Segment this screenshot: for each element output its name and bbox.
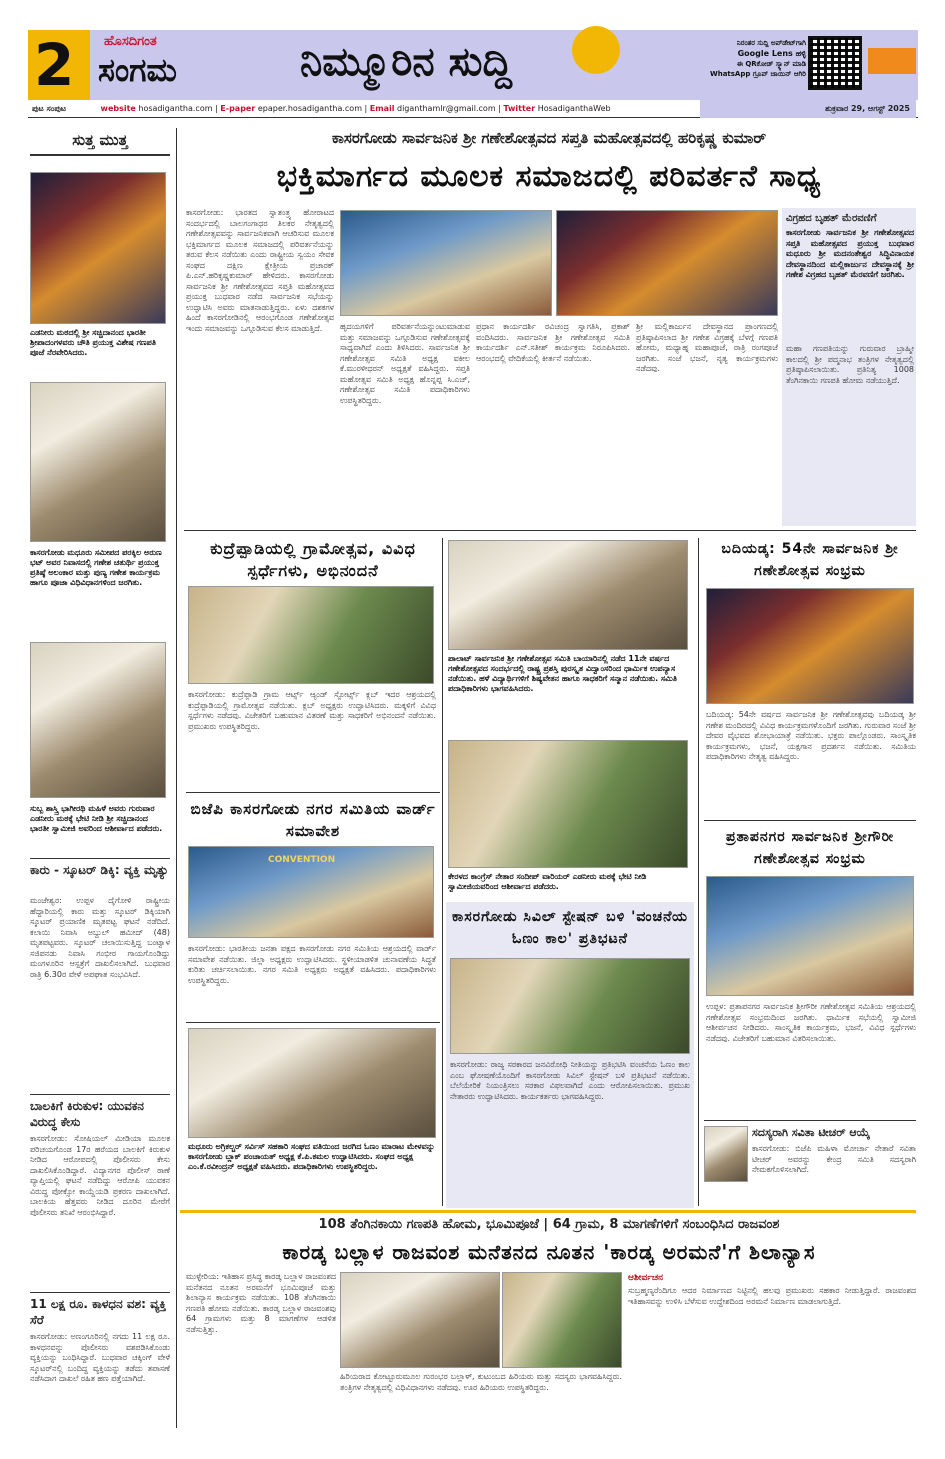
sun-decoration — [572, 26, 620, 74]
bottom-photo-people — [502, 1272, 622, 1368]
civil-photo — [450, 958, 690, 1054]
obit-photo — [704, 1126, 748, 1182]
website-label: website — [100, 104, 136, 113]
lead-body-d: ಶ್ರೀ ಮಲ್ಲಿಕಾರ್ಜುನ ದೇವಸ್ಥಾನದ ಪ್ರಾಂಗಣದಲ್ಲಿ ಪ್ರತಿಷ್ಠಾಪಿಸಲಾದ ಶ್ರೀ ಗಣೇಶ ವಿಗ್ರಹಕ್ಕೆ ಬೆಳಗ್ಗೆ ಗಣಪತಿ ಹೋಮ, ಮಧ್ಯಾಹ್ನ ಮಹಾಪೂಜೆ, ರಾತ್ರಿ ರಂಗಪೂಜೆ ಜರಗಿತು. ಸಂಜೆ ಭಜನೆ, ನೃತ್ಯ ಕಾರ್ಯಕ್ರಮಗಳು ನಡೆದವು. — [636, 322, 778, 373]
badiyadka-body: ಬದಿಯಡ್ಕ: 54ನೇ ವರ್ಷದ ಸಾರ್ವಜನಿಕ ಶ್ರೀ ಗಣೇಶೋತ್ಸವವು ಬದಿಯಡ್ಕ ಶ್ರೀ ಗಣೇಶ ಮಂದಿರದಲ್ಲಿ ವಿವಿಧ ಕಾರ್ಯಕ್ರಮಗಳೊಂದಿಗೆ ಜರಗಿತು. ಗುರುವಾರ ಸಂಜೆ ಶ್ರೀ ದೇವರ ವೈಭವದ ಶೋಭಾಯಾತ್ರೆ ನಡೆಯಿತು. ಭಕ್ತರು ಪಾಲ್ಗೊಂಡರು. ಸಾಂಸ್ಕೃತಿಕ ಕಾರ್ಯಕ್ರಮಗಳು, ಭಜನೆ, ಯಕ್ಷಗಾನ ಪ್ರದರ್ಶನ ನಡೆಯಿತು. ಸಮಿತಿಯ ಪದಾಧಿಕಾರಿಗಳು ನೇತೃತ್ವ ವಹಿಸಿದ್ದರು. — [706, 710, 916, 761]
student-caption: ಪಾಲಾಟ್ ಸಾರ್ವಜನಿಕ ಶ್ರೀ ಗಣೇಶೋತ್ಸವ ಸಮಿತಿ ಬಾಯಾರಿನಲ್ಲಿ ನಡೆದ 11ನೇ ವರ್ಷದ ಗಣೇಶೋತ್ಸವದ ಸಂದರ್ಭದಲ್ಲಿ ರಾಷ್ಟ್ರ ಪ್ರಶಸ್ತಿ ಪುರಸ್ಕೃತ ವಿದ್ವಾಂಸರಿಂದ ಧಾರ್ಮಿಕ ಉಪನ್ಯಾಸ ನಡೆಯಿತು. ಹಳೆ ವಿದ್ಯಾರ್ಥಿಗಳಿಗೆ ಶಿಷ್ಯವೇತನ ಹಾಗೂ ಸಾಧಕರಿಗೆ ಸನ್ಮಾನ ನಡೆಯಿತು. ಸಮಿತಿ ಪದಾಧಿಕಾರಿಗಳು ಭಾಗವಹಿಸಿದರು. — [448, 654, 678, 693]
divider — [30, 1292, 170, 1293]
lead-body-b: ಹೃದಯಗಳಿಗೆ ಪರಿವರ್ತನೆಯನ್ನುಂಟುಮಾಡುವ ಮತ್ತು ಸಮಾಜವನ್ನು ಒಗ್ಗೂಡಿಸುವ ಗಣೇಶೋತ್ಸವಕ್ಕೆ ಸಾಧ್ಯವಾಗಿದೆ ಎಂದು ತಿಳಿಸಿದರು. ಸಾರ್ವಜನಿಕ ಶ್ರೀ ಗಣೇಶೋತ್ಸವ ಸಮಿತಿ ಅಧ್ಯಕ್ಷ ವಕೀಲ ಕೆ.ಮುರಳೀಧರನ್ ಅಧ್ಯಕ್ಷತೆ ವಹಿಸಿದ್ದರು. ಸಪ್ತತಿ ಮಹೋತ್ಸವ ಸಮಿತಿ ಅಧ್ಯಕ್ಷ ಹೊನ್ನಪ್ಪ ಸಿ.ಎಚ್, ಗಣೇಶೋತ್ಸವ ಸಮಿತಿ ಪದಾಧಿಕಾರಿಗಳು ಉಪಸ್ಥಿತರಿದ್ದರು. — [340, 322, 470, 405]
fair-caption: ಮಧೂರು ಅಗ್ರಿಕಲ್ಚರ್ ಸರ್ವಿಸ್ ಸಹಕಾರಿ ಸಂಘದ ವತಿಯಿಂದ ಜರಗಿದ ಓಣಂ ಮಾರಾಟ ಮೇಳವನ್ನು ಕಾಸರಗೋಡು ಬ್ಲಾಕ್ ಪಂಚಾಯತ್ ಅಧ್ಯಕ್ಷ ಕೆ.ಪಿ.ಕಮಲ ಉದ್ಘಾಟಿಸಿದರು. ಸಂಘದ ಅಧ್ಯಕ್ಷ ಎಂ.ಕೆ.ರವೀಂದ್ರನ್ ಅಧ್ಯಕ್ಷತೆ ವಹಿಸಿದರು. ಪದಾಧಿಕಾರಿಗಳು ಉಪಸ್ಥಿತರಿದ್ದರು. — [188, 1142, 435, 1171]
kudre-photo — [188, 586, 434, 684]
epaper-label: E-paper — [220, 104, 256, 113]
promo-line: Google Lens ಹಳ್ಳಿ — [737, 49, 806, 58]
lead-sidebar-title: ವಿಗ್ರಹದ ಬೃಹತ್ ಮೆರವಣಿಗೆ — [786, 213, 877, 224]
bottom-subhead: ಆಶೀರ್ವಚನ — [628, 1273, 664, 1283]
left-column-title: ಸುತ್ತ ಮುತ್ತ — [72, 131, 128, 149]
bjp-body: ಕಾಸರಗೋಡು: ಭಾರತೀಯ ಜನತಾ ಪಕ್ಷದ ಕಾಸರಗೋಡು ನಗರ ಸಮಿತಿಯ ಆಶ್ರಯದಲ್ಲಿ ವಾರ್ಡ್ ಸಮಾವೇಶ ನಡೆಯಿತು. ಜಿಲ್ಲಾ ಅಧ್ಯಕ್ಷರು ಉದ್ಘಾಟಿಸಿದರು. ಸ್ಥಳೀಯಾಡಳಿತ ಚುನಾವಣೆಯ ಸಿದ್ಧತೆ ಕುರಿತು ಚರ್ಚಿಸಲಾಯಿತು. ನಗರ ಸಮಿತಿ ಅಧ್ಯಕ್ಷರು ಅಧ್ಯಕ್ಷತೆ ವಹಿಸಿದರು. ಪದಾಧಿಕಾರಿಗಳು ಉಪಸ್ಥಿತರಿದ್ದರು. — [188, 944, 436, 985]
divider — [186, 792, 440, 793]
leader-caption: ಕೇರಳದ ಕಾಂಗ್ರೆಸ್ ನೇತಾರ ಸಂದೀಪ್ ವಾರಿಯರ್ ಎಡನೀರು ಮಠಕ್ಕೆ ಭೇಟಿ ನೀಡಿ ಸ್ವಾಮೀಜಿಯವರಿಂದ ಆಶೀರ್ವಾದ ಪಡೆದರು. — [448, 872, 647, 891]
obit-body: ಕಾಸರಗೋಡು: ಬಿಜೆಪಿ ಮಹಿಳಾ ಮೋರ್ಚಾ ನೇತಾರೆ ಸವಿತಾ ಟೀಚರ್ ಅವರನ್ನು ಕೇಂದ್ರ ಸಮಿತಿ ಸದಸ್ಯರಾಗಿ ನೇಮಕಗೊಳಿಸಲಾಗಿದೆ. — [752, 1144, 916, 1174]
divider — [184, 530, 916, 531]
lead-headline: ಭಕ್ತಿಮಾರ್ಗದ ಮೂಲಕ ಸಮಾಜದಲ್ಲಿ ಪರಿವರ್ತನೆ ಸಾಧ್ಯ — [276, 159, 822, 194]
brief-3-text: ಕಾಸರಗೋಡು: ಅಣಂಗೂರಿನಲ್ಲಿ ನಗದು 11 ಲಕ್ಷ ರೂ. ಕಾಳಧನವನ್ನು ಪೊಲೀಸರು ವಶಪಡಿಸಿಕೊಂಡು ವ್ಯಕ್ತಿಯನ್ನು ಬಂಧಿಸಿದ್ದಾರೆ. ಬುಧವಾರ ಚಕ್ಕಿಂಗ್ ವೇಳೆ ಸ್ಕೂಟರ್‌ನಲ್ಲಿ ಬಂದಿದ್ದ ವ್ಯಕ್ತಿಯನ್ನು ತಡೆದು ತಪಾಸಣೆ ನಡೆಸಿದಾಗ ದಾಖಲೆ ರಹಿತ ಹಣ ಪತ್ತೆಯಾಗಿದೆ. — [30, 1332, 170, 1383]
bottom-body-c: ಸುಬ್ರಹ್ಮಣ್ಯರೆಂದಿಗೂ ಆದರ ನಿರ್ಮಾಣದ ನಿಟ್ಟಿನಲ್ಲಿ ಹಲವು ಪ್ರಮುಖರು ಸಹಕಾರ ನೀಡುತ್ತಿದ್ದಾರೆ. ರಾಜವಂಶದ ಇತಿಹಾಸವನ್ನು ಉಳಿಸಿ ಬೆಳೆಸುವ ಉದ್ದೇಶದಿಂದ ಅರಮನೆ ನಿರ್ಮಾಣ ಮಾಡಲಾಗುತ್ತಿದೆ. — [628, 1286, 916, 1306]
brief-2-text: ಕಾಸರಗೋಡು: ಸೋಷಿಯಲ್ ಮೀಡಿಯಾ ಮೂಲಕ ಪರಿಚಯಗೊಂಡ 17ರ ಹರೆಯದ ಬಾಲಕಿಗೆ ಕಿರುಕುಳ ನೀಡಿದ ಆರೋಪದಲ್ಲಿ ಪೊಲೀಸರು ಕೇಸು ದಾಖಲಿಸಿಕೊಂಡಿದ್ದಾರೆ. ವಿದ್ಯಾನಗರ ಪೊಲೀಸ್ ಠಾಣೆ ವ್ಯಾಪ್ತಿಯಲ್ಲಿ ಘಟನೆ ನಡೆದಿದ್ದು ಆರೋಪಿ ಯುವಕನ ವಿರುದ್ಧ ಪೋಕ್ಸೋ ಕಾಯ್ದೆಯಡಿ ಪ್ರಕರಣ ದಾಖಲಾಗಿದೆ. ಬಾಲಕಿಯ ಹೆತ್ತವರು ನೀಡಿದ ದೂರಿನ ಮೇರೆಗೆ ಪೊಲೀಸರು ತನಿಖೆ ಆರಂಭಿಸಿದ್ದಾರೆ. — [30, 1134, 170, 1217]
lead-sidebar-text-2: ಮಹಾ ಗಣಪತಿಯನ್ನು ಗುರುವಾರ ಬ್ರಾಹ್ಮೀ ಕಾಲದಲ್ಲಿ ಶ್ರೀ ಪದ್ಮನಾಭ ತಂತ್ರಿಗಳ ನೇತೃತ್ವದಲ್ಲಿ ಪ್ರತಿಷ್ಠಾಪಿಸಲಾಯಿತು. ಪ್ರತಿನಿತ್ಯ 1008 ತೆಂಗಿನಕಾಯಿ ಗಣಪತಿ ಹೋಮ ನಡೆಯುತ್ತಿದೆ. — [786, 344, 914, 385]
bottom-body-a: ಮುಳ್ಳೇರಿಯ: ಇತಿಹಾಸ ಪ್ರಸಿದ್ಧ ಕಾರಡ್ಕ ಬಲ್ಲಾಳ ರಾಜವಂಶದ ಮನೆತನದ ನೂತನ ಅರಮನೆಗೆ ಭೂಮಿಪೂಜೆ ಮತ್ತು ಶಿಲಾನ್ಯಾಸ ಕಾರ್ಯಕ್ರಮ ನಡೆಯಿತು. 108 ತೆಂಗಿನಕಾಯಿ ಗಣಪತಿ ಹೋಮ ನಡೆಯಿತು. ಕಾರಡ್ಕ ಬಲ್ಲಾಳ ರಾಜವಂಶವು 64 ಗ್ರಾಮಗಳು ಮತ್ತು 8 ಮಾಗಣೆಗಳ ಆಡಳಿತ ನಡೆಸುತ್ತಿತ್ತು. — [186, 1272, 336, 1334]
pratapnagar-headline: ಪ್ರತಾಪನಗರ ಸಾರ್ವಜನಿಕ ಶ್ರೀಗೌರೀ ಗಣೇಶೋತ್ಸವ ಸಂಭ್ರಮ — [725, 829, 895, 867]
lead-sidebar-text: ಕಾಸರಗೋಡು ಸಾರ್ವಜನಿಕ ಶ್ರೀ ಗಣೇಶೋತ್ಸವದ ಸಪ್ತತಿ ಮಹೋತ್ಸವದ ಪ್ರಯುಕ್ತ ಬುಧವಾರ ಮಧೂರು ಶ್ರೀ ಮದನಂತೇಶ್ವರ ಸಿದ್ಧಿವಿನಾಯಕ ದೇವಸ್ಥಾನದಿಂದ ಮಲ್ಲಿಕಾರ್ಜುನ ದೇವಸ್ಥಾನಕ್ಕೆ ಶ್ರೀ ಗಣೇಶ ವಿಗ್ರಹದ ಬೃಹತ್ ಮೆರವಣಿಗೆ ಜರಗಿತು. — [786, 228, 914, 279]
city-label: ಪುಟ ಸಂಪುಟ — [32, 104, 67, 113]
pratapnagar-body: ಉಪ್ಪಳ: ಪ್ರತಾಪನಗರ ಸಾರ್ವಜನಿಕ ಶ್ರೀಗೌರೀ ಗಣೇಶೋತ್ಸವ ಸಮಿತಿಯ ಆಶ್ರಯದಲ್ಲಿ ಗಣೇಶೋತ್ಸವ ಸಂಭ್ರಮದಿಂದ ಜರಗಿತು. ಧಾರ್ಮಿಕ ಸಭೆಯಲ್ಲಿ ಸ್ವಾಮೀಜಿ ಆಶೀರ್ವಚನ ನೀಡಿದರು. ಸಾಂಸ್ಕೃತಿಕ ಕಾರ್ಯಕ್ರಮ, ಭಜನೆ, ವಿವಿಧ ಸ್ಪರ್ಧೆಗಳು ನಡೆದವು. ವಿಜೇತರಿಗೆ ಬಹುಮಾನ ವಿತರಿಸಲಾಯಿತು. — [706, 1002, 916, 1043]
pratapnagar-photo — [706, 876, 914, 996]
qr-code[interactable] — [808, 36, 862, 90]
civil-headline: ಕಾಸರಗೋಡು ಸಿವಿಲ್ ಸ್ಟೇಷನ್ ಬಳಿ 'ವಂಚನೆಯ ಓಣಂ ಕಾಲ' ಪ್ರತಿಭಟನೆ — [451, 909, 689, 947]
bottom-headline: ಕಾರಡ್ಕ ಬಲ್ಲಾಳ ರಾಜವಂಶ ಮನೆತನದ ನೂತನ 'ಕಾರಡ್ಕ ಅರಮನೆ'ಗೆ ಶಿಲಾನ್ಯಾಸ — [282, 1240, 816, 1264]
promo-line: ನಿರಂತರ ಸುದ್ದಿ ಅಪ್‌ಡೇಟ್‌ಗಾಗಿ — [736, 39, 806, 47]
left-column-rule — [30, 154, 170, 156]
divider — [30, 858, 170, 859]
column-divider — [176, 128, 177, 1428]
lead-body-a: ಕಾಸರಗೋಡು: ಭಾರತದ ಸ್ವಾತಂತ್ರ್ಯ ಹೋರಾಟದ ಸಂದರ್ಭದಲ್ಲಿ ಬಾಲಗಂಗಾಧರ ತಿಲಕರ ನೇತೃತ್ವದಲ್ಲಿ ಗಣೇಶೋತ್ಸವವನ್ನು ಸಾರ್ವಜನಿಕವಾಗಿ ಆಚರಿಸುವ ಮೂಲಕ ಭಕ್ತಿಮಾರ್ಗದ ಮೂಲಕ ಸಮಾಜದಲ್ಲಿ ಪರಿವರ್ತನೆಯನ್ನು ತರುವ ಕೆಲಸ ನಡೆಯಿತು ಎಂದು ರಾಷ್ಟ್ರೀಯ ಸ್ವಯಂ ಸೇವಕ ಸಂಘದ ದಕ್ಷಿಣ ಕ್ಷೇತ್ರೀಯ ಪ್ರಚಾರಕ್ ಪಿ.ಎನ್.ಹರಿಕೃಷ್ಣಕುಮಾರ್ ಹೇಳಿದರು. ಕಾಸರಗೋಡು ಸಾರ್ವಜನಿಕ ಶ್ರೀ ಗಣೇಶೋತ್ಸವದ ಸಪ್ತತಿ ಮಹೋತ್ಸವದ ಪ್ರಯುಕ್ತ ಬುಧವಾರ ನಡೆದ ಸಾರ್ವಜನಿಕ ಸಭೆಯನ್ನು ಉದ್ಘಾಟಿಸಿ ಅವರು ಮಾತನಾಡುತ್ತಿದ್ದರು. ಏಳು ದಶಕಗಳ ಹಿಂದೆ ಕಾಸರಗೋಡಿನಲ್ಲಿ ಆರಂಭಗೊಂಡ ಗಣೇಶೋತ್ಸವ ಇಂದು ಸಮಾಜವನ್ನು ಒಗ್ಗೂಡಿಸುವ ಕೆಲಸ ಮಾಡುತ್ತಿದೆ. — [186, 208, 334, 333]
student-photo — [448, 540, 688, 650]
column-divider — [698, 538, 699, 1206]
left-photo-3 — [30, 642, 166, 798]
brief-2-title: ಬಾಲಕಿಗೆ ಕಿರುಕುಳ: ಯುವಕನ ವಿರುದ್ಧ ಕೇಸು — [30, 1099, 144, 1129]
email-link[interactable]: diganthamlr@gmail.com — [397, 104, 496, 113]
website-link[interactable]: hosadigantha.com — [138, 104, 213, 113]
left-caption-2: ಕಾಸರಗೋಡು ಮಧೂರು ಸಮೀಪದ ಪರಕ್ಕಿಲ ಅರುಣ ಭಟ್ ಅವರ ನಿವಾಸದಲ್ಲಿ ಗಣೇಶ ಚತುರ್ಥಿ ಪ್ರಯುಕ್ತ ಪ್ರತಿಷ್ಠೆ ಅಲಂಕಾರ ಮತ್ತು ಪುಣ್ಯ ಗಣೇಶ ಕಾರ್ಯಕ್ರಮ ಹಾಗೂ ಪೂಜಾ ವಿಧಿವಿಧಾನಗಳಿಂದ ಜರಗಿತು. — [30, 548, 162, 587]
divider — [704, 820, 916, 821]
orange-tab — [868, 48, 916, 74]
email-label: Email — [369, 104, 395, 113]
brief-1-title: ಕಾರು - ಸ್ಕೂಟರ್ ಡಿಕ್ಕಿ: ವ್ಯಕ್ತಿ ಮೃತ್ಯು — [30, 863, 169, 877]
brand-name: ಸಂಗಮ — [98, 51, 177, 89]
civil-body: ಕಾಸರಗೋಡು: ರಾಜ್ಯ ಸರಕಾರದ ಜನವಿರೋಧಿ ನೀತಿಯನ್ನು ಪ್ರತಿಭಟಿಸಿ ವಂಚನೆಯ ಓಣಂ ಕಾಲ ಎಂಬ ಘೋಷಣೆಯೊಂದಿಗೆ ಕಾಸರಗೋಡು ಸಿವಿಲ್ ಸ್ಟೇಷನ್ ಬಳಿ ಪ್ರತಿಭಟನೆ ನಡೆಯಿತು. ಬೆಲೆಯೇರಿಕೆ ನಿಯಂತ್ರಿಸಲು ಸರಕಾರ ವಿಫಲವಾಗಿದೆ ಎಂದು ಆರೋಪಿಸಲಾಯಿತು. ಪ್ರಮುಖ ನೇತಾರರು ಉದ್ಘಾಟಿಸಿದರು. ಕಾರ್ಯಕರ್ತರು ಭಾಗವಹಿಸಿದ್ದರು. — [450, 1060, 690, 1101]
promo-block — [678, 38, 806, 80]
promo-line: ಈ QRಕೋಡ್ ಸ್ಕ್ಯಾನ್ ಮಾಡಿ — [736, 60, 806, 68]
left-caption-3: ಸುಬ್ಬ ಶಾಸ್ತ್ರಿ ಭಾಗೀರಥಿ ಮಹಿಳೆ ಅವರು ಗುರುವಾರ ಎಡನೀರು ಮಠಕ್ಕೆ ಭೇಟಿ ನೀಡಿ ಶ್ರೀ ಸಚ್ಚಿದಾನಂದ ಭಾರತೀ ಸ್ವಾಮೀಜಿ ಅವರಿಂದ ಆಶೀರ್ವಾದ ಪಡೆದರು. — [30, 804, 163, 833]
column-divider — [442, 538, 443, 1206]
kudre-body: ಕಾಸರಗೋಡು: ಕುದ್ರೆಪ್ಪಾಡಿ ಗ್ರಾಮ ಆರ್ಟ್ಸ್ ಆ್ಯಂಡ್ ಸ್ಪೋರ್ಟ್ಸ್ ಕ್ಲಬ್ ಇದರ ಆಶ್ರಯದಲ್ಲಿ ಕುದ್ರೆಪ್ಪಾಡಿಯಲ್ಲಿ ಗ್ರಾಮೋತ್ಸವ ನಡೆಯಿತು. ಕ್ಲಬ್ ಅಧ್ಯಕ್ಷರು ಉದ್ಘಾಟಿಸಿದರು. ಮಕ್ಕಳಿಗೆ ವಿವಿಧ ಸ್ಪರ್ಧೆಗಳು ನಡೆದವು. ವಿಜೇತರಿಗೆ ಬಹುಮಾನ ವಿತರಣೆ ಮತ್ತು ಸಾಧಕರಿಗೆ ಅಭಿನಂದನೆ ನಡೆಯಿತು. ಪ್ರಮುಖರು ಉಪಸ್ಥಿತರಿದ್ದರು. — [188, 690, 436, 731]
divider — [186, 1022, 440, 1023]
left-photo-1 — [30, 172, 166, 324]
obit-title: ಸದಸ್ಯರಾಗಿ ಸವಿತಾ ಟೀಚರ್ ಆಯ್ಕೆ — [752, 1126, 870, 1139]
section-title: ನಿಮ್ಮೂರಿನ ಸುದ್ದಿ — [300, 39, 512, 85]
badiyadka-photo — [706, 588, 914, 704]
bjp-headline: ಬಿಜೆಪಿ ಕಾಸರಗೋಡು ನಗರ ಸಮಿತಿಯ ವಾರ್ಡ್ ಸಮಾವೇಶ — [190, 800, 436, 840]
bottom-kicker: 108 ತೆಂಗಿನಕಾಯಿ ಗಣಪತಿ ಹೋಮ, ಭೂಮಿಪೂಜೆ | 64 ಗ್ರಾಮ, 8 ಮಾಗಣೆಗಳಿಗೆ ಸಂಬಂಧಿಸಿದ ರಾಜವಂಶ — [318, 1217, 780, 1232]
epaper-link[interactable]: epaper.hosadigantha.com — [257, 104, 362, 113]
twitter-link[interactable]: HosadiganthaWeb — [537, 104, 611, 113]
leader-photo — [448, 740, 688, 868]
page-number: 2 — [34, 31, 75, 99]
brief-1-text: ಮಂಜೇಶ್ವರ: ಉಪ್ಪಳ ದೈಗೋಳಿ ರಾಷ್ಟ್ರೀಯ ಹೆದ್ದಾರಿಯಲ್ಲಿ ಕಾರು ಮತ್ತು ಸ್ಕೂಟರ್ ಡಿಕ್ಕಿಯಾಗಿ ಸ್ಕೂಟರ್ ಪ್ರಯಾಣಿಕ ಮೃತಪಟ್ಟ ಘಟನೆ ನಡೆದಿದೆ. ಕಲಾಯಿ ನಿವಾಸಿ ಅಬ್ದುಲ್ ಹಮೀದ್ (48) ಮೃತಪಟ್ಟವರು. ಸ್ಕೂಟರ್ ಚಲಾಯಿಸುತ್ತಿದ್ದ ಬಂಟ್ವಾಳ ಸಜಿಪನಡು ನಿವಾಸಿ ಗಂಭೀರ ಗಾಯಗೊಂಡಿದ್ದು ಮಂಗಳೂರಿನ ಆಸ್ಪತ್ರೆಗೆ ದಾಖಲಿಸಲಾಗಿದೆ. ಬುಧವಾರ ರಾತ್ರಿ 6.30ರ ವೇಳೆ ಅಪಘಾತ ಸಂಭವಿಸಿದೆ. — [30, 896, 170, 979]
issue-date: ಶುಕ್ರವಾರ 29, ಆಗಸ್ಟ್ 2025 — [700, 100, 916, 118]
twitter-label: Twitter — [503, 104, 536, 113]
bottom-body-b: ಹಿರಿಯರಾದ ಕೋಟ್ಟೂರುಮೂಲ ಗುರಂಭರ ಬಲ್ಲಾಳ್, ಕುಟುಂಬದ ಹಿರಿಯರು ಮತ್ತು ಸದಸ್ಯರು ಭಾಗವಹಿಸಿದ್ದರು. ತಂತ್ರಿಗಳ ನೇತೃತ್ವದಲ್ಲಿ ವಿಧಿವಿಧಾನಗಳು ನಡೆದವು. ಊರ ಹಿರಿಯರು ಉಪಸ್ಥಿತರಿದ್ದರು. — [340, 1372, 622, 1392]
fair-photo — [188, 1028, 436, 1138]
kudre-headline: ಕುದ್ರೆಪ್ಪಾಡಿಯಲ್ಲಿ ಗ್ರಾಮೋತ್ಸವ, ವಿವಿಧ ಸ್ಪರ್ಧೆಗಳು, ಅಭಿನಂದನೆ — [210, 539, 416, 580]
divider — [30, 1094, 170, 1095]
lead-photo-stage — [340, 210, 552, 316]
lead-kicker: ಕಾಸರಗೋಡು ಸಾರ್ವಜನಿಕ ಶ್ರೀ ಗಣೇಶೋತ್ಸವದ ಸಪ್ತತಿ ಮಹೋತ್ಸವದಲ್ಲಿ ಹರಿಕೃಷ್ಣ ಕುಮಾರ್ — [331, 129, 767, 147]
bottom-photo-puja — [340, 1272, 500, 1368]
badiyadka-headline: ಬದಿಯಡ್ಕ: 54ನೇ ಸಾರ್ವಜನಿಕ ಶ್ರೀ ಗಣೇಶೋತ್ಸವ ಸಂಭ್ರಮ — [721, 541, 899, 579]
promo-line: WhatsApp ಗ್ರೂಪ್ ಜಾಯಿನ್ ಆಗಿರಿ — [709, 70, 806, 78]
bottom-band — [180, 1210, 916, 1213]
brand-logo-small: ಹೊಸದಿಗಂತ — [104, 34, 157, 49]
info-bar: ಪುಟ ಸಂಪುಟ website hosadigantha.com | E-paper epaper.hosadigantha.com | Email diganthamlr@gmail.com | Twitter HosadiganthaWeb — [28, 100, 918, 118]
divider — [704, 1120, 916, 1121]
bjp-photo-banner: CONVENTION — [268, 855, 336, 865]
brief-3-title: 11 ಲಕ್ಷ ರೂ. ಕಾಳಧನ ವಶ: ವ್ಯಕ್ತಿ ಸೆರೆ — [30, 1297, 167, 1327]
lead-body-c: ಪ್ರಧಾನ ಕಾರ್ಯದರ್ಶಿ ರವಿಚಂದ್ರ ಸ್ವಾಗತಿಸಿ, ಪ್ರಕಾಶ್ ವಂದಿಸಿದರು. ಸಾರ್ವಜನಿಕ ಶ್ರೀ ಗಣೇಶೋತ್ಸವ ಸಮಿತಿ ಕಾರ್ಯದರ್ಶಿ ಎನ್.ಸತೀಶ್ ಕಾರ್ಯಕ್ರಮ ನಿರೂಪಿಸಿದರು. ಆರಂಭದಲ್ಲಿ ವೇದಿಕೆಯಲ್ಲಿ ಕೀರ್ತನೆ ನಡೆಯಿತು. — [476, 322, 630, 363]
lead-photo-crowd — [556, 210, 778, 316]
left-photo-2 — [30, 382, 166, 542]
left-caption-1: ಎಡನೀರು ಮಠದಲ್ಲಿ ಶ್ರೀ ಸಚ್ಚಿದಾನಂದ ಭಾರತೀ ಶ್ರೀಪಾದಂಗಳವರು ಚೌತಿ ಪ್ರಯುಕ್ತ ವಿಶೇಷ ಗಣಪತಿ ಪೂಜೆ ನೆರವೇರಿಸಿದರು. — [30, 328, 156, 357]
